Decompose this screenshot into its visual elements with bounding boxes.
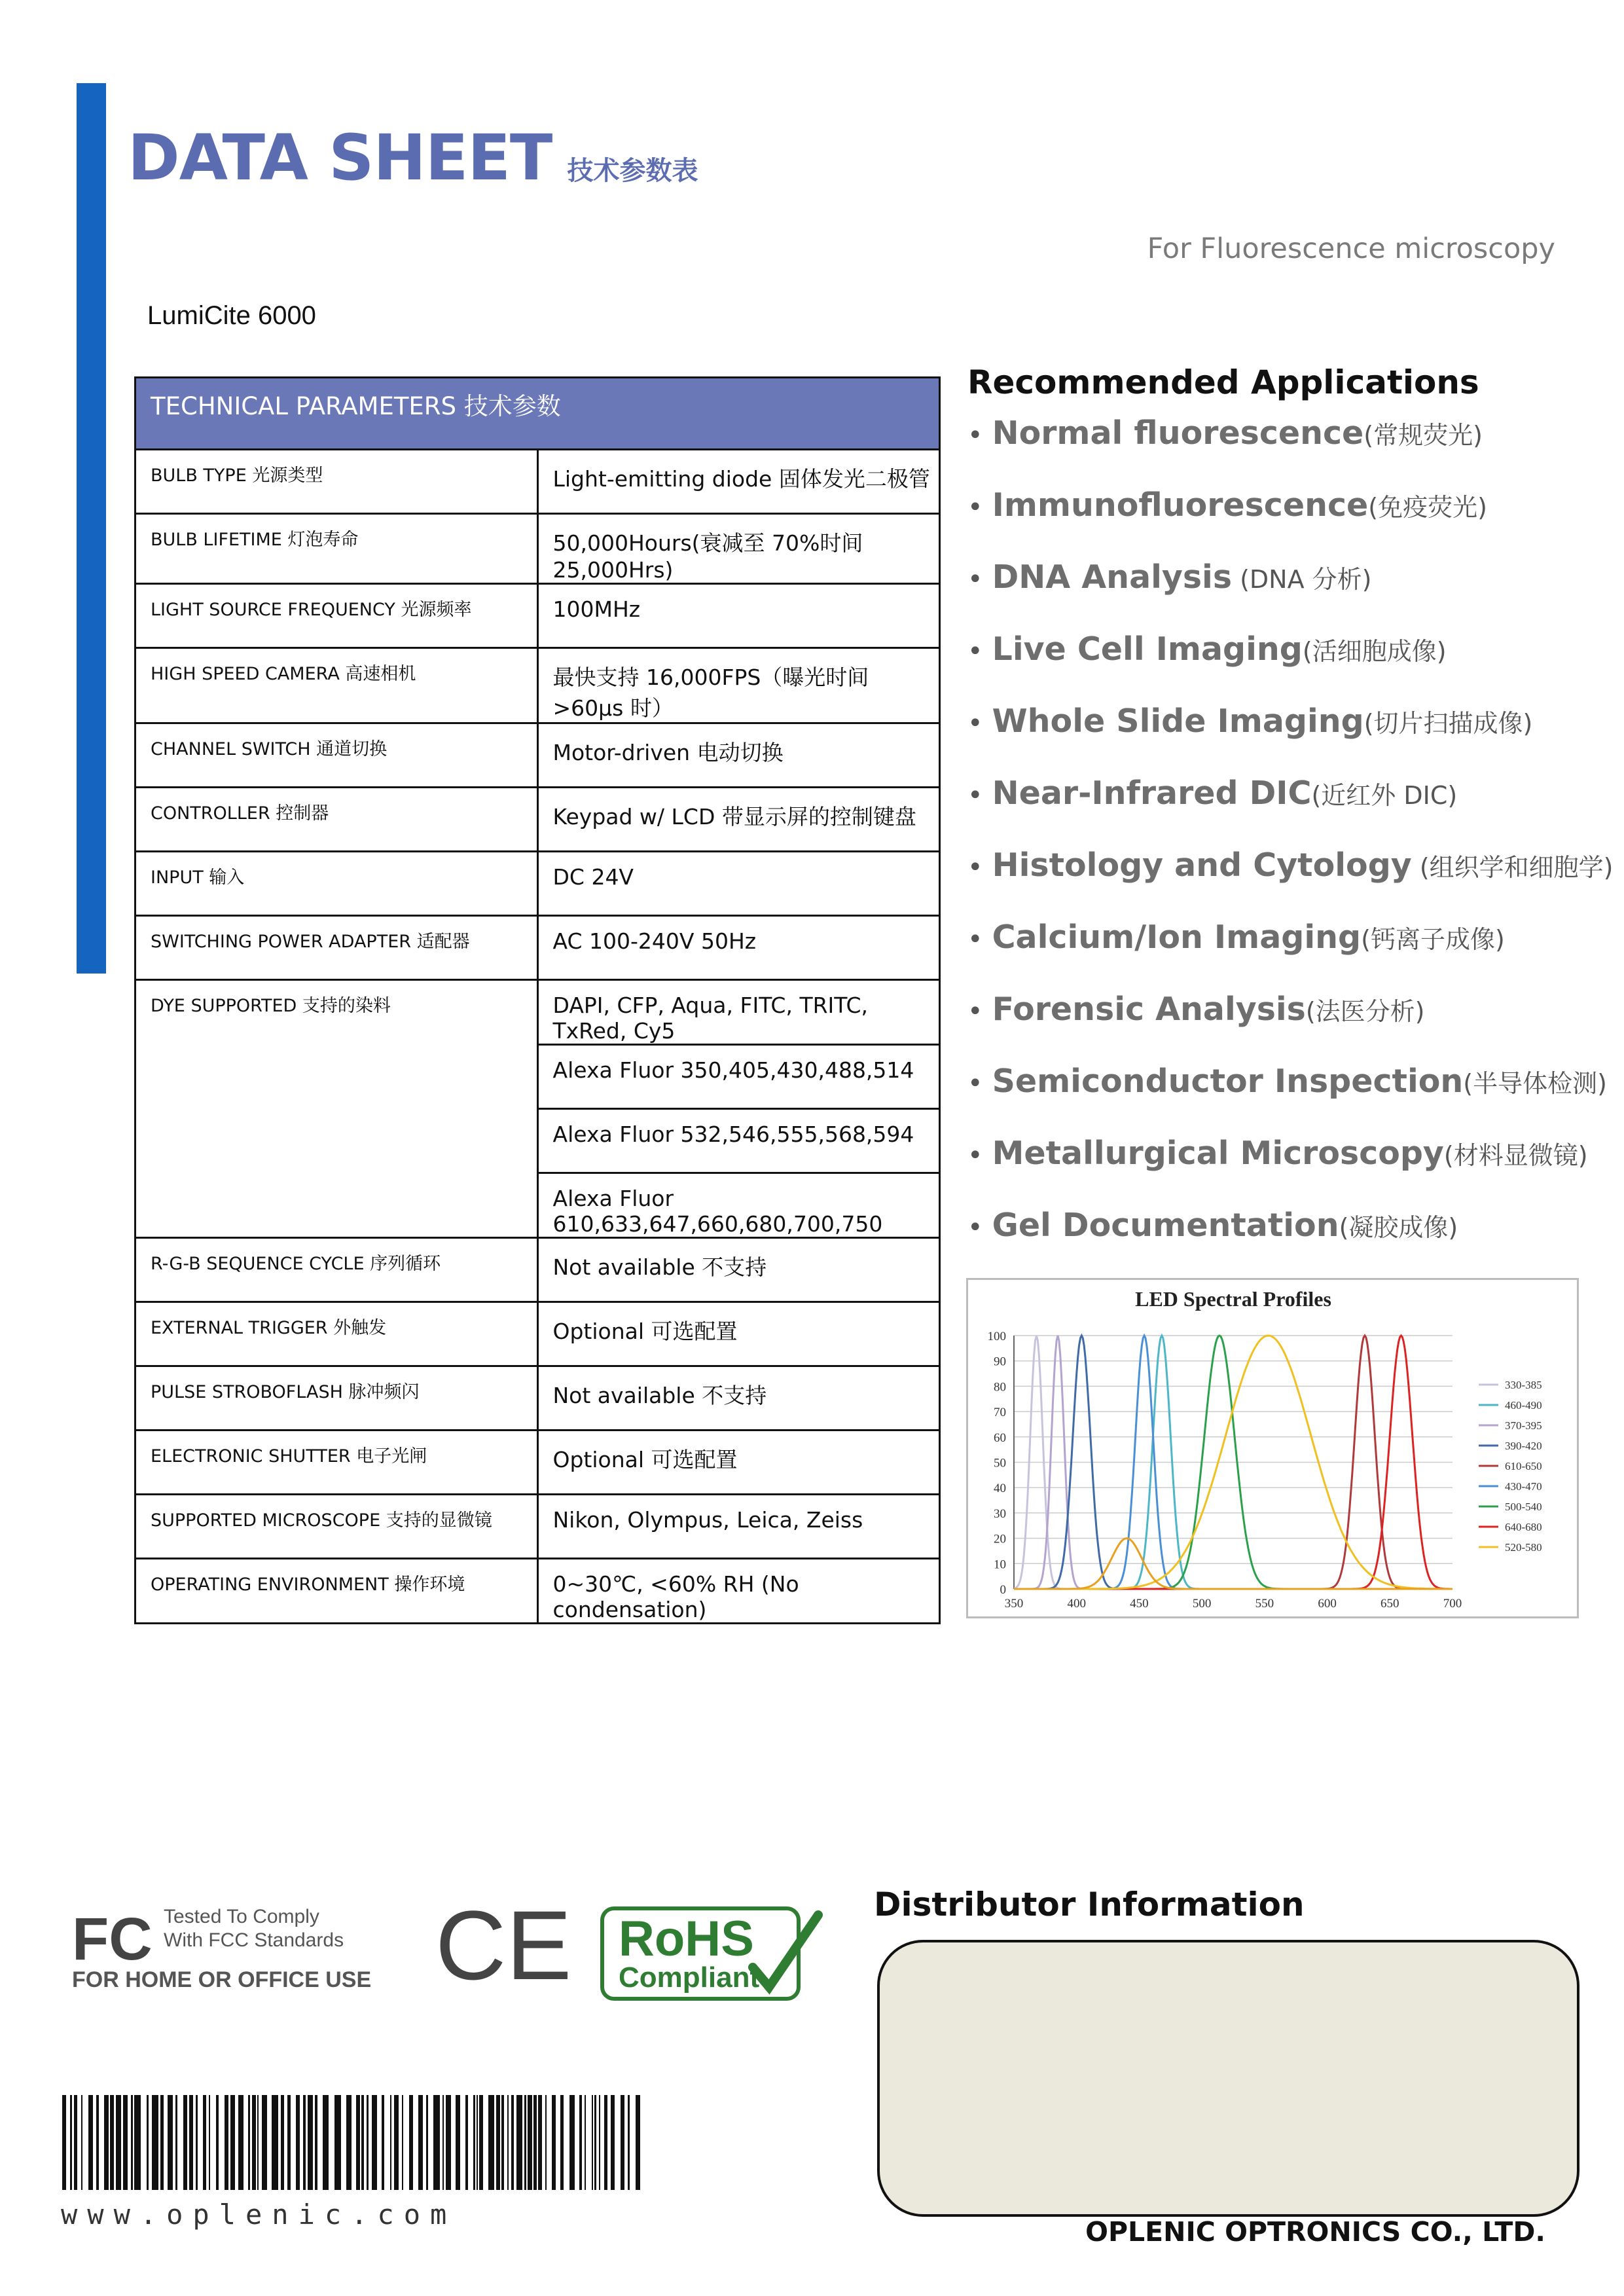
page-title [128,121,698,194]
barcode-bar [252,2095,256,2190]
bullet-icon: • [967,1212,983,1243]
barcode-bar [346,2095,352,2190]
barcode-icon [62,2095,645,2190]
table-row [135,852,940,916]
barcode-bar [323,2095,329,2190]
legend-label: 370-395 [1505,1419,1542,1432]
y-tick-label: 70 [994,1406,1006,1420]
table-row [135,584,940,648]
barcode-bar [367,2095,369,2190]
barcode-bar [81,2095,82,2190]
barcode-bar [538,2095,542,2190]
barcode-bar [394,2095,399,2190]
y-tick-label: 20 [994,1532,1006,1546]
barcode-bar [496,2095,500,2190]
barcode-bar [131,2095,133,2190]
barcode-bar [611,2095,615,2190]
bullet-icon: • [967,996,983,1027]
barcode-bar [579,2095,582,2190]
parameter-value: 50,000Hours(衰减至 70%时间 25,000Hrs) [537,514,940,584]
table-row [135,648,940,723]
application-name-cn: (材料显微镜) [1443,1141,1588,1170]
list-item [967,1063,1607,1135]
legend-label: 330-385 [1505,1379,1542,1391]
parameter-value: Alexa Fluor 350,405,430,488,514 [537,1045,940,1109]
barcode-bar [533,2095,537,2190]
application-name-cn: (切片扫描成像) [1363,709,1533,738]
bullet-icon: • [967,1140,983,1171]
application-name-cn: (活细胞成像) [1302,637,1447,666]
table-row [135,450,940,514]
fcc-line2: With FCC Standards [164,1929,344,1951]
application-name: Near-Infrared DIC [992,774,1312,812]
recommended-applications [967,363,1614,1279]
barcode-bar [592,2095,593,2190]
barcode-bar [248,2095,250,2190]
y-tick-label: 30 [994,1506,1006,1521]
barcode-bar [110,2095,114,2190]
fcc-line3: FOR HOME OR OFFICE USE [72,1967,372,1992]
application-name: Histology and Cytology [992,847,1412,884]
parameter-name: LIGHT SOURCE FREQUENCY 光源频率 [135,584,538,648]
x-tick-label: 500 [1192,1597,1212,1611]
barcode-bar [433,2095,440,2190]
chart-title: LED Spectral Profiles [1135,1287,1331,1311]
y-tick-label: 10 [994,1558,1006,1572]
list-item [967,1207,1589,1279]
application-name: Live Cell Imaging [992,630,1303,668]
barcode-bar [183,2095,187,2190]
parameter-name: INPUT 输入 [135,852,538,916]
barcode-bar [238,2095,244,2190]
barcode-bar [104,2095,109,2190]
legend-label: 520-580 [1505,1541,1542,1554]
barcode-bar [585,2095,586,2190]
legend-label: 390-420 [1505,1440,1542,1452]
y-tick-label: 50 [994,1456,1006,1470]
barcode-bar [123,2095,128,2190]
barcode-bar [456,2095,460,2190]
barcode-bar [477,2095,478,2190]
application-name: DNA Analysis [992,558,1232,596]
application-name-cn: (组织学和细胞学) [1411,853,1614,882]
accent-bar [77,83,106,974]
barcode-bar [382,2095,384,2190]
list-item [967,1135,1589,1207]
parameter-name: PULSE STROBOFLASH 脉冲频闪 [135,1366,538,1430]
parameter-name: EXTERNAL TRIGGER 外触发 [135,1302,538,1366]
spectral-chart [966,1278,1579,1618]
bullet-icon: • [967,492,983,522]
bullet-icon: • [967,852,983,883]
application-name: Semiconductor Inspection [992,1063,1464,1100]
application-name: Normal fluorescence [992,414,1364,452]
barcode-bar [473,2095,475,2190]
x-tick-label: 650 [1380,1597,1399,1611]
list-item [967,991,1589,1063]
application-name-cn: (凝胶成像) [1339,1213,1458,1242]
legend-label: 500-540 [1505,1501,1542,1513]
parameter-value: AC 100-240V 50Hz [537,916,940,980]
application-name: Calcium/Ion Imaging [992,919,1362,956]
spectral-chart-svg [968,1280,1577,1616]
legend-label: 640-680 [1505,1521,1542,1533]
barcode-bar [196,2095,198,2190]
table-row [135,1495,940,1559]
barcode-bar [511,2095,514,2190]
parameter-name: SUPPORTED MICROSCOPE 支持的显微镜 [135,1495,538,1559]
application-name: Metallurgical Microscopy [992,1135,1444,1172]
barcode-bar [599,2095,600,2190]
parameter-name: BULB LIFETIME 灯泡寿命 [135,514,538,584]
barcode-bar [356,2095,360,2190]
barcode-bar [70,2095,72,2190]
barcode-bar [168,2095,173,2190]
list-item [967,414,1589,486]
barcode-bar [96,2095,99,2190]
parameter-value: Alexa Fluor 610,633,647,660,680,700,750 [537,1173,940,1238]
barcode-bar [216,2095,219,2190]
y-tick-label: 90 [994,1355,1006,1369]
parameter-value: Light-emitting diode 固体发光二极管 [537,450,940,514]
applications-list [967,414,1614,1279]
barcode-bar [315,2095,317,2190]
application-name-cn: (免疫荧光) [1368,493,1487,522]
parameter-value: Optional 可选配置 [537,1302,940,1366]
x-tick-label: 350 [1004,1597,1024,1611]
distributor-info-box [877,1940,1579,2217]
barcode-bar [426,2095,428,2190]
barcode-bar [372,2095,377,2190]
parameters-table [134,376,941,1624]
list-item [967,486,1589,558]
x-tick-label: 400 [1067,1597,1086,1611]
table-row [135,916,940,980]
title-main: DATA SHEET [128,121,552,194]
parameter-value: Alexa Fluor 532,546,555,568,594 [537,1109,940,1173]
company-name: OPLENIC OPTRONICS CO., LTD. [1085,2216,1545,2248]
barcode-bar [209,2095,210,2190]
barcode-bar [62,2095,66,2190]
barcode-bar [594,2095,596,2190]
parameter-value: Nikon, Olympus, Leica, Zeiss [537,1495,940,1559]
applications-title: Recommended Applications [967,363,1479,401]
y-tick-label: 80 [994,1380,1006,1394]
list-item [967,702,1589,774]
application-name: Forensic Analysis [992,991,1306,1028]
barcode-bar [152,2095,158,2190]
application-name: Gel Documentation [992,1207,1339,1244]
parameter-value: 0~30℃, <60% RH (No condensation) [537,1559,940,1624]
table-row [135,1302,940,1366]
parameter-name: HIGH SPEED CAMERA 高速相机 [135,648,538,723]
barcode-bar [446,2095,451,2190]
bullet-icon: • [967,924,983,955]
parameter-value: Not available 不支持 [537,1366,940,1430]
bullet-icon: • [967,708,983,738]
barcode-bar [516,2095,522,2190]
website-url: www.oplenic.com [61,2198,457,2231]
title-cn: 技术参数表 [567,156,698,186]
barcode-bar [442,2095,444,2190]
barcode-bar [230,2095,235,2190]
x-tick-label: 600 [1318,1597,1337,1611]
parameter-name: CHANNEL SWITCH 通道切换 [135,723,538,788]
list-item [967,919,1589,991]
barcode-bar [272,2095,278,2190]
application-name-cn: (法医分析) [1305,997,1425,1026]
barcode-bar [334,2095,341,2190]
barcode-bar [361,2095,364,2190]
parameter-value: Keypad w/ LCD 带显示屏的控制键盘 [537,788,940,852]
barcode-bar [545,2095,547,2190]
barcode-bar [501,2095,504,2190]
application-name-cn: (半导体检测) [1463,1069,1607,1098]
y-tick-label: 100 [987,1330,1006,1343]
bullet-icon: • [967,636,983,666]
list-item [967,630,1589,702]
parameter-value: DAPI, CFP, Aqua, FITC, TRITC, TxRed, Cy5 [537,980,940,1045]
barcode-bar [621,2095,624,2190]
list-item [967,847,1614,919]
barcode-bar [147,2095,149,2190]
barcode-bar [257,2095,259,2190]
subtitle: For Fluorescence microscopy [1147,232,1555,265]
y-tick-label: 0 [1000,1583,1006,1597]
table-row [135,1559,940,1624]
rohs-text: RoHS [619,1911,754,1967]
barcode-bar [628,2095,630,2190]
barcode-bar [636,2095,640,2190]
barcode-bar [287,2095,291,2190]
barcode-bar [74,2095,77,2190]
application-name-cn: (钙离子成像) [1361,925,1505,954]
fcc-logo [72,1906,371,1992]
barcode-bar [409,2095,413,2190]
y-tick-label: 60 [994,1430,1006,1445]
parameter-value: Motor-driven 电动切换 [537,723,940,788]
barcode-bar [116,2095,121,2190]
x-tick-label: 700 [1443,1597,1462,1611]
barcode-bar [203,2095,206,2190]
parameter-name: DYE SUPPORTED 支持的染料 [135,980,538,1238]
parameter-name: OPERATING ENVIRONMENT 操作环境 [135,1559,538,1624]
barcode-bar [402,2095,403,2190]
barcode-bar [465,2095,468,2190]
rohs-logo [602,1908,818,1999]
barcode-bar [296,2095,300,2190]
list-item [967,774,1589,847]
parameter-name: BULB TYPE 光源类型 [135,450,538,514]
barcode-bar [308,2095,313,2190]
barcode-bar [390,2095,391,2190]
x-tick-label: 550 [1255,1597,1274,1611]
application-name: Whole Slide Imaging [992,702,1364,740]
barcode-bar [560,2095,564,2190]
barcode-bar [488,2095,494,2190]
rohs-compliant-text: Compliant [619,1961,760,1994]
table-row [135,1430,940,1495]
barcode-bar [303,2095,306,2190]
table-row [135,723,940,788]
x-tick-label: 450 [1130,1597,1149,1611]
barcode-bar [189,2095,193,2190]
distributor-title: Distributor Information [874,1886,1305,1923]
parameters-table-header: TECHNICAL PARAMETERS 技术参数 [135,378,940,450]
parameter-name: ELECTRONIC SHUTTER 电子光闸 [135,1430,538,1495]
fcc-line1: Tested To Comply [164,1906,319,1927]
barcode-bar [160,2095,164,2190]
table-row [135,514,940,584]
application-name-cn: (近红外 DIC) [1311,781,1458,810]
barcode-bar [281,2095,284,2190]
barcode-bar [569,2095,575,2190]
barcode-bar [604,2095,607,2190]
ce-mark-icon: CE [435,1902,572,2000]
barcode-bar [175,2095,177,2190]
barcode-bar [225,2095,228,2190]
parameter-value: DC 24V [537,852,940,916]
barcode-bar [528,2095,532,2190]
legend-label: 430-470 [1505,1480,1542,1493]
parameter-name: R-G-B SEQUENCE CYCLE 序列循环 [135,1238,538,1302]
parameter-value: Not available 不支持 [537,1238,940,1302]
barcode-bar [418,2095,423,2190]
barcode-bar [507,2095,509,2190]
fcc-mark: FC [72,1906,153,1973]
barcode-bar [262,2095,267,2190]
bullet-icon: • [967,1068,983,1099]
table-row [135,1238,940,1302]
barcode-bar [88,2095,93,2190]
list-item [967,558,1589,630]
legend-label: 610-650 [1505,1460,1542,1472]
barcode-bar [552,2095,556,2190]
parameter-value: 最快支持 16,000FPS（曝光时间>60μs 时） [537,648,940,723]
parameter-name: CONTROLLER 控制器 [135,788,538,852]
table-row [135,1366,940,1430]
product-name: LumiCite 6000 [147,301,316,330]
bullet-icon: • [967,564,983,594]
barcode-bar [524,2095,526,2190]
barcode-bar [134,2095,141,2190]
application-name-cn: (常规荧光) [1363,421,1483,450]
table-row [135,980,940,1045]
table-row [135,788,940,852]
parameter-value: Optional 可选配置 [537,1430,940,1495]
legend-label: 460-490 [1505,1399,1542,1412]
parameter-value: 100MHz [537,584,940,648]
application-name: Immunofluorescence [992,486,1369,524]
bullet-icon: • [967,780,983,811]
checkmark-icon [753,1915,818,1987]
y-tick-label: 40 [994,1482,1006,1496]
bullet-icon: • [967,420,983,450]
barcode-bar [479,2095,483,2190]
certification-logos [72,1902,838,2007]
application-name-cn: (DNA 分析) [1232,565,1372,594]
parameter-name: SWITCHING POWER ADAPTER 适配器 [135,916,538,980]
